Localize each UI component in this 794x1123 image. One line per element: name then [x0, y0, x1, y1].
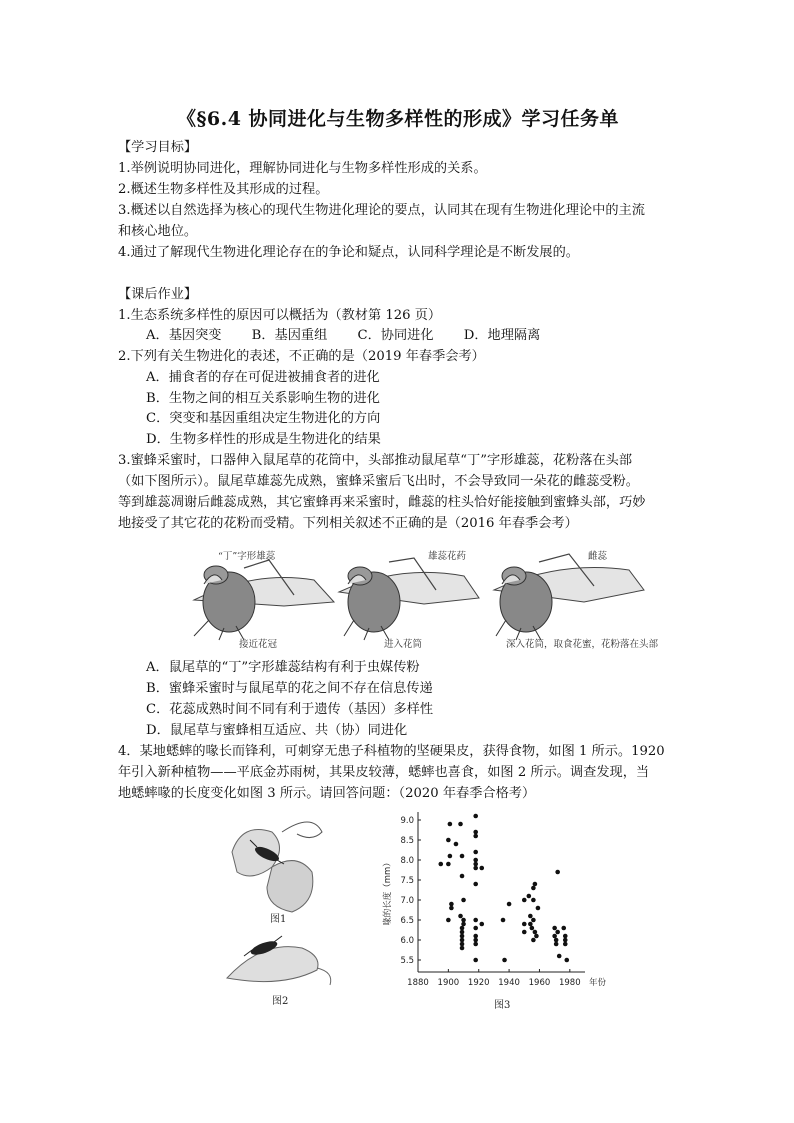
- label-t-stamen: “丁”字形雄蕊: [218, 551, 276, 562]
- option-c: C．突变和基因重组决定生物进化的方向: [146, 411, 381, 426]
- question-2-stem: 2.下列有关生物进化的表述，不正确的是（2019 年春季会考）: [118, 349, 485, 364]
- y-tick-label: 5.5: [400, 956, 414, 966]
- option-c: C．协同进化: [357, 328, 434, 343]
- data-point: [473, 834, 478, 839]
- figure-2: [222, 930, 342, 1010]
- data-point: [552, 934, 557, 939]
- objective-item: 和核心地位。: [118, 224, 198, 239]
- data-point: [458, 822, 463, 827]
- data-point: [479, 922, 484, 927]
- question-3-stem-line: 地接受了其它花的花粉而受精。下列相关叙述不正确的是（2016 年春季会考）: [118, 516, 578, 531]
- objective-item: 1.举例说明协同进化，理解协同进化与生物多样性形成的关系。: [118, 161, 487, 176]
- question-1-options: [146, 326, 566, 346]
- data-point: [460, 926, 465, 931]
- data-point: [460, 874, 465, 879]
- x-tick-label: 1900: [437, 978, 460, 988]
- y-tick-label: 8.0: [400, 856, 414, 866]
- data-point: [502, 958, 507, 963]
- option-d: D．生物多样性的形成是生物进化的结果: [146, 432, 381, 447]
- y-axis-label: 喙的长度（mm）: [383, 858, 393, 926]
- question-3-stem-line: （如下图所示）。鼠尾草雄蕊先成熟，蜜蜂采蜜后飞出时，不会导致同一朵花的雌蕊受粉。: [118, 474, 639, 489]
- option-a: A．基因突变: [146, 328, 222, 343]
- question-4-stem-line: 4．某地蟋蟀的喙长而锋利，可刺穿无患子科植物的坚硬果皮，获得食物，如图 1 所示。1920: [118, 744, 665, 759]
- option-b: B．蜜蜂采蜜时与鼠尾草的花之间不存在信息传递: [146, 681, 433, 696]
- label-pistil: 雌蕊: [588, 551, 608, 562]
- data-point: [473, 934, 478, 939]
- data-point: [473, 938, 478, 943]
- data-point: [473, 882, 478, 887]
- figure-1: [222, 812, 332, 925]
- data-point: [461, 918, 466, 923]
- data-point: [446, 918, 451, 923]
- question-4-stem-line: 地蟋蟀喙的长度变化如图 3 所示。请回答问题：（2020 年春季合格考）: [118, 786, 536, 801]
- y-tick-label: 6.0: [400, 936, 414, 946]
- data-point: [448, 854, 453, 859]
- data-point: [458, 914, 463, 919]
- option-a: A．捕食者的存在可促进被捕食者的进化: [146, 370, 380, 385]
- objectives-heading: 【学习目标】: [118, 140, 198, 155]
- data-point: [460, 930, 465, 935]
- chart-points: [438, 814, 569, 963]
- figure-3-label: 图3: [494, 1000, 511, 1011]
- x-axis-label: 年份: [589, 978, 607, 988]
- data-point: [460, 946, 465, 951]
- data-point: [522, 922, 527, 927]
- option-d: D．地理隔离: [463, 328, 541, 343]
- data-point: [554, 942, 559, 947]
- data-point: [460, 934, 465, 939]
- data-point: [522, 930, 527, 935]
- option-d: D．鼠尾草与蜜蜂相互适应、共（协）同进化: [146, 723, 408, 738]
- bee-panel-deep: [494, 554, 644, 640]
- data-point: [473, 942, 478, 947]
- data-point: [561, 926, 566, 931]
- y-tick-label: 6.5: [400, 916, 414, 926]
- figure-1-label: 图1: [270, 914, 287, 925]
- data-point: [552, 926, 557, 931]
- data-point: [555, 870, 560, 875]
- data-point: [448, 822, 453, 827]
- beak-length-scatter-chart: [380, 804, 630, 1000]
- homework-heading: 【课后作业】: [118, 287, 198, 302]
- y-tick-label: 7.5: [400, 876, 414, 886]
- x-tick-label: 1980: [558, 978, 581, 988]
- y-tick-label: 7.0: [400, 896, 414, 906]
- data-point: [531, 898, 536, 903]
- option-a: A．鼠尾草的“丁”字形雄蕊结构有利于虫媒传粉: [146, 660, 420, 675]
- data-point: [554, 938, 559, 943]
- data-point: [473, 850, 478, 855]
- x-tick-label: 1880: [407, 978, 429, 988]
- x-tick-label: 1920: [467, 978, 490, 988]
- data-point: [446, 862, 451, 867]
- option-b: B．基因重组: [251, 328, 328, 343]
- x-tick-label: 1960: [528, 978, 551, 988]
- data-point: [533, 882, 538, 887]
- data-point: [461, 898, 466, 903]
- objective-item: 3.概述以自然选择为核心的现代生物进化理论的要点，认同其在现有生物进化理论中的主流: [118, 203, 645, 218]
- x-tick-label: 1940: [498, 978, 520, 988]
- y-tick-label: 9.0: [400, 816, 414, 826]
- data-point: [563, 934, 568, 939]
- data-point: [449, 906, 454, 911]
- data-point: [522, 898, 527, 903]
- data-point: [460, 854, 465, 859]
- question-3-stem-line: 3.蜜蜂采蜜时，口器伸入鼠尾草的花筒中，头部推动鼠尾草“丁”字形雄蕊，花粉落在头部: [118, 453, 632, 468]
- data-point: [501, 918, 506, 923]
- chart-axes: [382, 812, 607, 988]
- data-point: [454, 842, 459, 847]
- caption-enter: 进入花筒: [384, 639, 423, 650]
- data-point: [531, 886, 536, 891]
- objective-item: 2.概述生物多样性及其形成的过程。: [118, 182, 329, 197]
- data-point: [460, 938, 465, 943]
- figure-3: [380, 804, 630, 1014]
- data-point: [473, 858, 478, 863]
- data-point: [438, 862, 443, 867]
- data-point: [473, 866, 478, 871]
- data-point: [555, 930, 560, 935]
- data-point: [557, 954, 562, 959]
- data-point: [460, 942, 465, 947]
- data-point: [533, 930, 538, 935]
- data-point: [473, 918, 478, 923]
- data-point: [528, 914, 533, 919]
- data-point: [473, 926, 478, 931]
- data-point: [507, 902, 512, 907]
- data-point: [473, 862, 478, 867]
- data-point: [527, 894, 532, 899]
- fruit-goldenrain-illustration: [222, 930, 342, 990]
- data-point: [531, 938, 536, 943]
- figure-2-label: 图2: [272, 996, 289, 1007]
- data-point: [461, 922, 466, 927]
- data-point: [564, 958, 569, 963]
- data-point: [479, 866, 484, 871]
- caption-approach: 接近花冠: [239, 639, 278, 650]
- data-point: [534, 934, 539, 939]
- bee-sage-figure: [174, 540, 659, 650]
- data-point: [449, 902, 454, 907]
- data-point: [563, 938, 568, 943]
- option-c: C．花蕊成熟时间不同有利于遗传（基因）多样性: [146, 702, 434, 717]
- objective-item: 4.通过了解现代生物进化理论存在的争论和疑点，认同科学理论是不断发展的。: [118, 245, 579, 260]
- page-title: 《§6.4 协同进化与生物多样性的形成》学习任务单: [176, 108, 620, 130]
- question-3-stem-line: 等到雄蕊凋谢后雌蕊成熟，其它蜜蜂再来采蜜时，雌蕊的柱头恰好能接触到蜜蜂头部，巧妙: [118, 495, 646, 510]
- data-point: [473, 830, 478, 835]
- data-point: [473, 814, 478, 819]
- caption-deep: 深入花筒，取食花蜜，花粉落在头部: [506, 639, 659, 650]
- option-b: B．生物之间的相互关系影响生物的进化: [146, 391, 380, 406]
- fruit-soapberry-illustration: [222, 812, 332, 922]
- data-point: [528, 922, 533, 927]
- y-tick-label: 8.5: [400, 836, 414, 846]
- data-point: [530, 926, 535, 931]
- question-1-stem: 1.生态系统多样性的原因可以概括为（教材第 126 页）: [118, 308, 442, 323]
- label-anther: 雄蕊花药: [428, 551, 467, 562]
- data-point: [536, 906, 541, 911]
- bee-panel-enter: [339, 558, 479, 640]
- data-point: [446, 838, 451, 843]
- data-point: [563, 942, 568, 947]
- bee-panel-approach: [194, 560, 334, 640]
- data-point: [473, 958, 478, 963]
- question-4-stem-line: 年引入新种植物——平底金苏雨树，其果皮较薄，蟋蟀也喜食，如图 2 所示。调查发现，当: [118, 765, 650, 780]
- data-point: [531, 918, 536, 923]
